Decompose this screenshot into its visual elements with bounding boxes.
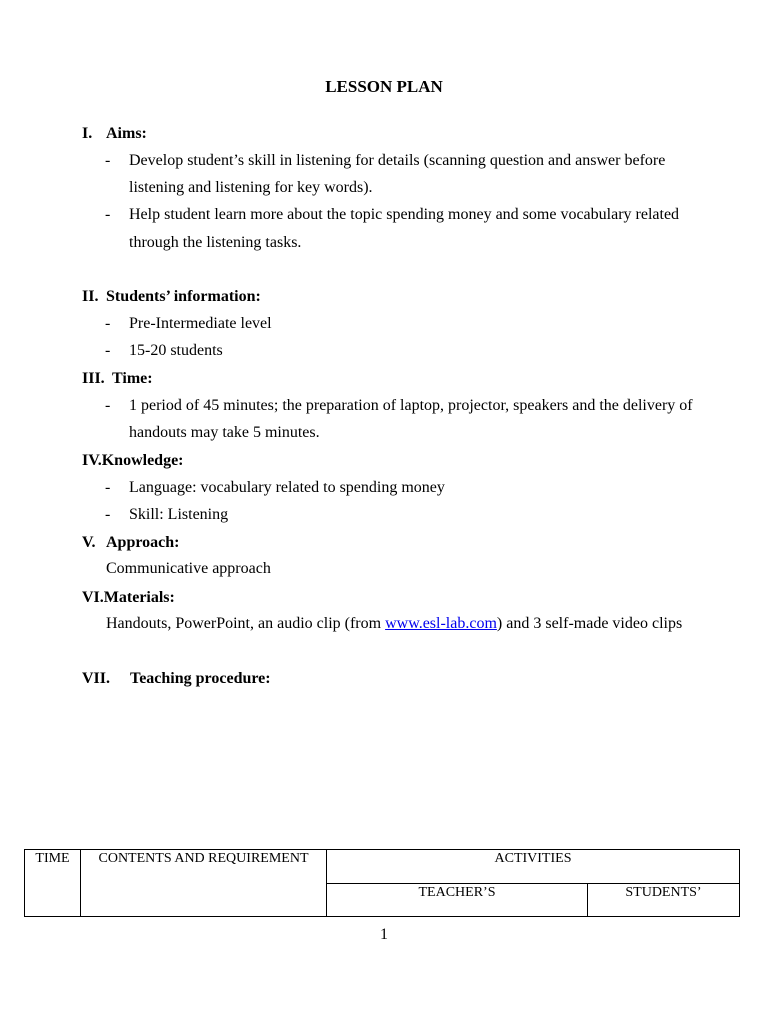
page-title: LESSON PLAN	[325, 77, 443, 96]
aims-item-2-line-1: Help student learn more about the topic spending money and some vocabulary related	[129, 206, 680, 223]
section-number: VI.	[82, 589, 104, 606]
section-number: II.	[82, 288, 99, 305]
section-heading-students	[82, 287, 261, 307]
table-header-teachers: TEACHER’S	[327, 884, 588, 917]
section-label: Students’ information:	[106, 288, 261, 305]
section-number: VII.	[82, 670, 111, 687]
bullet-dash: -	[105, 152, 111, 169]
esl-lab-link[interactable]: www.esl-lab.com	[385, 615, 497, 632]
section-heading-time	[82, 369, 153, 389]
table-header-activities: ACTIVITIES	[327, 850, 740, 884]
students-item-count: 15-20 students	[129, 342, 223, 359]
section-label: Approach:	[106, 534, 180, 551]
time-item-line-1: 1 period of 45 minutes; the preparation of laptop, projector, speakers and the delivery of	[129, 397, 693, 414]
materials-text	[106, 614, 682, 634]
table-header-contents: CONTENTS AND REQUIREMENT	[81, 850, 327, 917]
aims-item-1-line-2: listening and listening for key words).	[129, 179, 373, 196]
materials-text-before: Handouts, PowerPoint, an audio clip (from	[106, 615, 386, 632]
section-number: I.	[82, 125, 93, 142]
bullet-dash: -	[105, 315, 111, 332]
aims-item-2-line-2: through the listening tasks.	[129, 234, 302, 251]
section-heading-approach	[82, 533, 180, 553]
section-number: IV.	[82, 452, 102, 469]
aims-item-1-line-1: Develop student’s skill in listening for details (scanning question and answer before	[129, 152, 666, 169]
bullet-dash: -	[105, 342, 111, 359]
section-number: III.	[82, 370, 105, 387]
bullet-dash: -	[105, 506, 111, 523]
materials-text-after: ) and 3 self-made video clips	[496, 615, 683, 632]
students-item-level: Pre-Intermediate level	[129, 315, 272, 332]
section-heading-procedure	[82, 669, 271, 689]
table-header-time: TIME	[25, 850, 81, 917]
section-label: Materials:	[103, 589, 175, 606]
bullet-dash: -	[105, 479, 111, 496]
section-label: Time:	[112, 370, 153, 387]
table-row	[25, 850, 740, 884]
bullet-dash: -	[105, 206, 111, 223]
procedure-table	[24, 849, 740, 917]
section-label: Knowledge:	[101, 452, 184, 469]
section-label: Teaching procedure:	[130, 670, 271, 687]
page-number: 1	[380, 926, 388, 943]
section-heading-aims	[82, 124, 147, 144]
section-label: Aims:	[106, 125, 147, 142]
section-number: V.	[82, 534, 96, 551]
approach-text: Communicative approach	[106, 560, 271, 577]
knowledge-item-language: Language: vocabulary related to spending money	[129, 479, 445, 496]
section-heading-knowledge	[82, 451, 184, 471]
knowledge-item-skill: Skill: Listening	[129, 506, 229, 523]
time-item-line-2: handouts may take 5 minutes.	[129, 424, 320, 441]
table-header-students: STUDENTS’	[588, 884, 740, 917]
section-heading-materials	[82, 588, 175, 608]
bullet-dash: -	[105, 397, 111, 414]
